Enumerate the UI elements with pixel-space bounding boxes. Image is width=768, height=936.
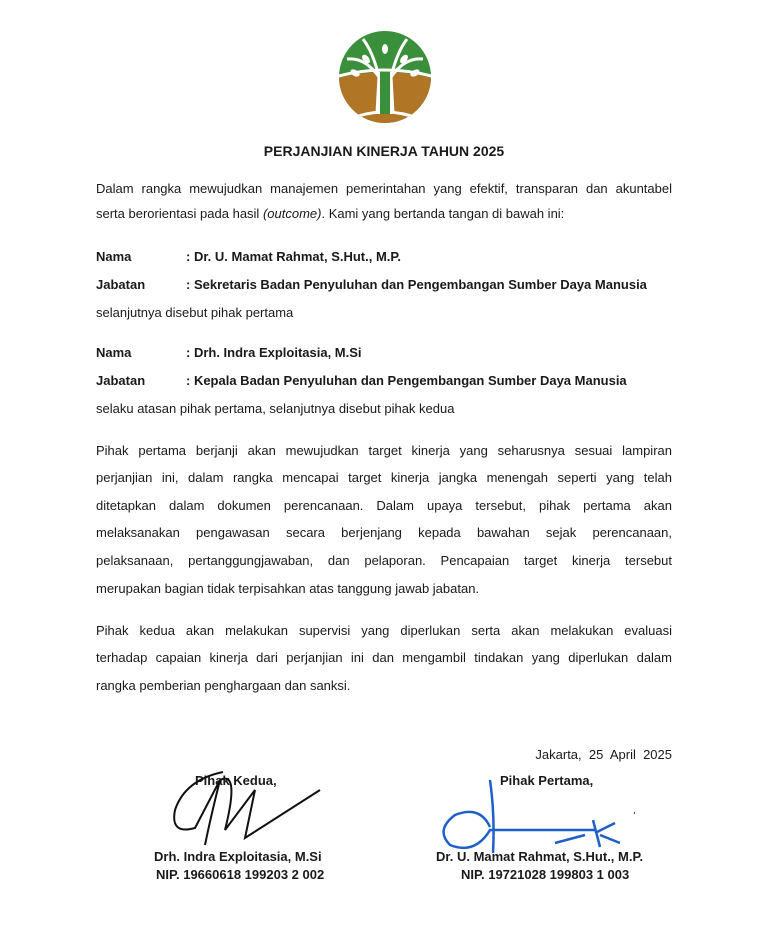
intro-line-1: Dalam rangka mewujudkan manajemen pemerintahan yang efektif, transparan dan akuntabel: [96, 181, 672, 196]
party1-name-label: Nama: [96, 249, 132, 264]
paragraph1-line: pelaksanaan, pertanggungjawaban, dan pelaporan. Pencapaian target kinerja tersebut: [96, 553, 672, 568]
left-signatory-name: Drh. Indra Exploitasia, M.Si: [154, 849, 322, 864]
place-date: Jakarta, 25 April 2025: [535, 747, 672, 762]
left-signatory-role: Pihak Kedua,: [195, 773, 277, 788]
paragraph2-line: Pihak kedua akan melakukan supervisi yang diperlukan serta akan melakukan evaluasi: [96, 623, 672, 638]
right-signatory-nip: NIP. 19721028 199803 1 003: [461, 867, 630, 882]
right-signature: [435, 775, 635, 855]
left-signature: [165, 760, 335, 850]
paragraph1-line: perjanjian ini, dalam rangka mencapai target kinerja jangka menengah seperti yang telah: [96, 470, 672, 485]
paragraph1-line: merupakan bagian tidak terpisahkan atas tanggung jawab jabatan.: [96, 581, 480, 596]
organization-logo: [335, 27, 435, 127]
intro-text: serta berorientasi pada hasil: [96, 206, 263, 221]
party2-name-label: Nama: [96, 345, 132, 360]
right-signatory-name: Dr. U. Mamat Rahmat, S.Hut., M.P.: [436, 849, 644, 864]
party1-position-label: Jabatan: [96, 277, 146, 292]
party2-position-label: Jabatan: [96, 373, 146, 388]
paragraph2-line: rangka pemberian penghargaan dan sanksi.: [96, 678, 351, 693]
paragraph1-line: melaksanakan pengawasan secara berjenjang kepada bawahan sejak perencanaan,: [96, 525, 672, 540]
document-title: PERJANJIAN KINERJA TAHUN 2025: [263, 143, 505, 159]
party2-name-value: : Drh. Indra Exploitasia, M.Si: [186, 345, 362, 360]
party1-note: selanjutnya disebut pihak pertama: [96, 305, 294, 320]
paragraph1-line: Pihak pertama berjanji akan mewujudkan target kinerja yang seharusnya sesuai lampiran: [96, 443, 672, 458]
party2-position-value: : Kepala Badan Penyuluhan dan Pengembangan Sumber Daya Manusia: [186, 373, 627, 388]
paragraph1-line: ditetapkan dalam dokumen perencanaan. Dalam upaya tersebut, pihak pertama akan: [96, 498, 672, 513]
right-signatory-role: Pihak Pertama,: [500, 773, 594, 788]
intro-text: . Kami yang bertanda tangan di bawah ini:: [321, 206, 565, 221]
party1-name-value: : Dr. U. Mamat Rahmat, S.Hut., M.P.: [186, 249, 402, 264]
left-signatory-nip: NIP. 19660618 199203 2 002: [156, 867, 325, 882]
intro-line-2: [96, 206, 672, 221]
intro-italic: (outcome): [262, 206, 322, 221]
paragraph2-line: terhadap capaian kinerja dari perjanjian ini dan mengambil tindakan yang diperlukan dalam: [96, 650, 672, 665]
party1-position-value: : Sekretaris Badan Penyuluhan dan Pengembangan Sumber Daya Manusia: [186, 277, 647, 292]
party2-note: selaku atasan pihak pertama, selanjutnya disebut pihak kedua: [96, 401, 455, 416]
